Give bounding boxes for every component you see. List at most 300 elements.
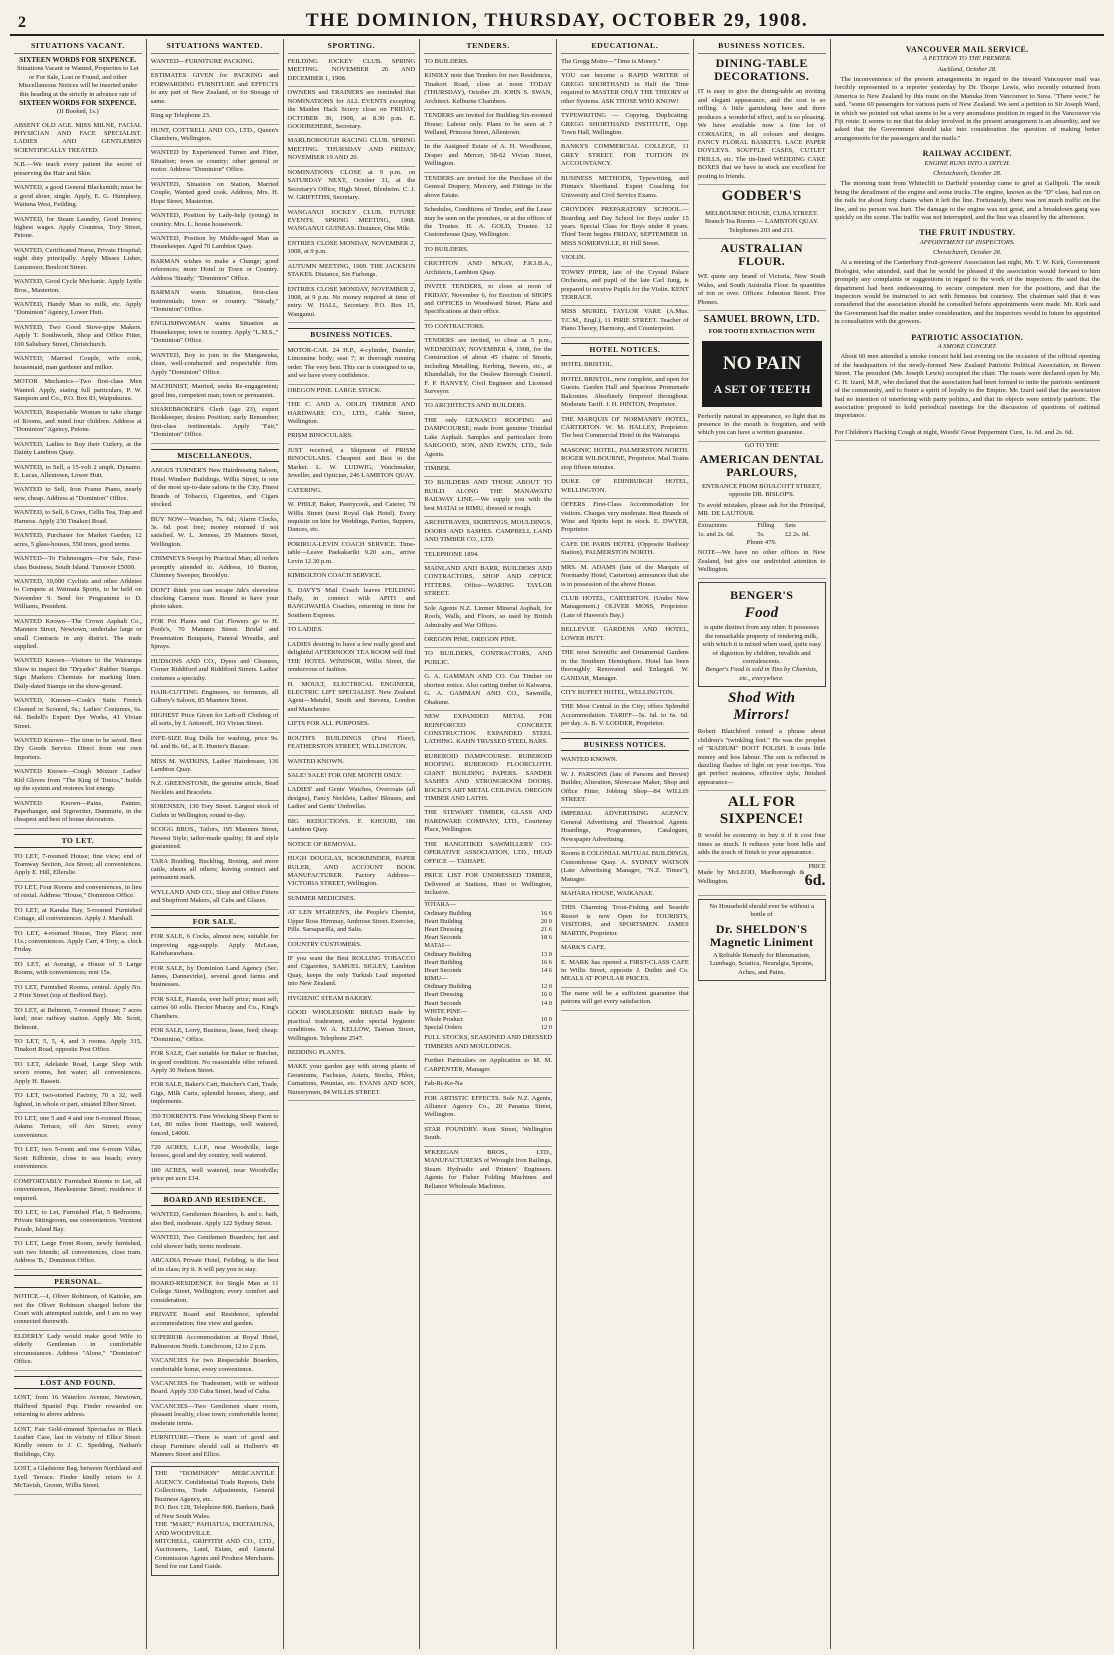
column-heading: SITUATIONS WANTED. xyxy=(151,39,279,54)
timber-grade: Ordinary Building xyxy=(424,983,472,991)
classified-ad: WANTED, to Sell, 6 Cows, Cellis Tea, Trap and Harness. Apply 230 Tinakori Road. xyxy=(14,507,142,530)
fee-value: £2 2s. 0d. xyxy=(785,530,810,538)
classified-ad: PRICE LIST FOR UNDRESSED TIMBER, Delivered at Stations, Hunt to Wellington, inclusive. xyxy=(424,870,552,901)
classified-ad: TELEPHONE 1894. xyxy=(424,549,552,563)
classified-ad: TO LET, 5, 5, 4, and 3 rooms. Apply 315, Tinakori Road, opposite Post Office. xyxy=(14,1036,142,1059)
bengers-food-word: Food xyxy=(744,604,779,621)
classified-ad: MOTOR Mechanics—Two first-class Men Wanted. Apply, stating full particulars, P. W. Sampson and Co., P.O. Box 83, Waipukurau. xyxy=(14,376,142,407)
columns xyxy=(10,39,1104,1649)
classified-ad: WANTED Known—The time to be saved. Best Dry Goods Service. Direct from our own Importers. xyxy=(14,735,142,766)
classified-ad: KINDLY note that Tenders for two Residences, Tinakori Road, close at noon TODAY (THURSDAY), October 29. JOHN S. SWAN, Architect. Kelburne Chambers. xyxy=(424,70,552,110)
classified-ad: WYLLAND AND CO., Shop and Office Fitters and Shopfront Makers, all Cabs and Glazes. xyxy=(151,887,279,910)
classified-ad: INFE-SIZE Rug Dolls for washing, price 9s. 6d. and 8s. 6d., at E. Hunter's Bazaar. xyxy=(151,733,279,756)
woods-cure-footer: For Children's Hacking Cough at night, Woods' Great Peppermint Cure, 1s. 6d. and 2s. 6d. xyxy=(835,427,1101,441)
price-row xyxy=(424,983,552,991)
shod-body: Robert Blatchford coined a phrase about children's "twinkling feet." He was the prophet of "RADIUM" BOOT POLISH. It costs little money and less labour. The sun is reflected in dazzling flashes of light on your toe-tips. You get perfect neatness, effective style, finished appearance— xyxy=(698,726,826,791)
timber-grade: RIMU— xyxy=(424,975,448,983)
classified-ad: HAIR-CUTTING Engineers, no ferments, all Gilbery's Saloon, 85 Manners Street. xyxy=(151,687,279,710)
classified-ad: TO LET, 7-roomed House; fine view; end of Tramway Section, Ara Street; all conveniences. Apply E. Hill, Ellerslie. xyxy=(14,851,142,882)
classified-ad: FOR SALE, Cart suitable for Baker or Butcher, in good condition. No reasonable offer refused. Apply 30 Nelson Street. xyxy=(151,1048,279,1079)
classified-ad: SHAREBROKER'S Clerk (age 23), expert Bookkeeper, desires Position; early Renumber; first-class testimonials. Apply "Fair," "Dominion" Office. xyxy=(151,404,279,444)
column-heading: EDUCATIONAL. xyxy=(561,39,689,54)
classified-ad: WANTED, Handy Man to milk, etc. Apply "Dominion" Agency, Lower Hutt. xyxy=(14,299,142,322)
bengers-food-ad xyxy=(698,582,826,688)
classified-ad: ELDERLY Lady would make good Wife to elderly Gentleman in comfortable circumstances. Address "Alone," "Dominion" Office. xyxy=(14,1331,142,1371)
classified-ad: WANTED, a good General Blacksmith; must be a good shoer, single. Apply, E. G. Humphrey, Waituna West, Feilding. xyxy=(14,182,142,213)
fee-value: 5s. xyxy=(757,530,765,538)
bengers-body: is quite distinct from any other. It possesses the remarkable property of rendering milk, with which it is mixed when used, quite easy of digestion by children, invalids and convalescents. xyxy=(702,624,821,665)
news-articles xyxy=(835,45,1101,421)
classified-ad: Ring up Telephone 23. xyxy=(151,110,279,124)
timber-price xyxy=(527,1008,552,1016)
classified-ad: THE Most Central in the City; offers Splendid Accommodation. TARIFF—5s. 6d. to 6s. 6d. per day. A. B. V. LODDER, Proprietor. xyxy=(561,701,689,732)
dining-heading: DINING-TABLE DECORATIONS. xyxy=(714,55,810,84)
classified-ad: ESTIMATES GIVEN for PACKING and FORWARDING FURNITURE and EFFECTS to any part of New Zealand, or for Storage of same. xyxy=(151,70,279,110)
classified-ad: TENDERS are invited for Building Six-roomed House; Labour only. Plans to be seen at 7 Welland, Princess Street, Allentown. xyxy=(424,110,552,141)
price-row xyxy=(424,991,552,999)
timber-grade: Heart Building xyxy=(424,958,463,966)
classified-ad: OFFERS First-Class Accommodation for visitors. Charges very moderate. Best Brands of Wine and Spirits kept in stock. E. DWYER, Proprietor. xyxy=(561,499,689,539)
classified-ad: OWNERS and TRAINERS are reminded that NOMINATIONS for ALL EVENTS excepting the Maiden Hack Scurry close on FRIDAY, OCTOBER 30, 1908, at 8.30 p.m. E. GOODBEHERE, Secretary. xyxy=(288,87,416,135)
classified-ad: SUPERIOR Accommodation at Royal Hotel, Palmerston North. Lunchroom, 12 to 2 p.m. xyxy=(151,1332,279,1355)
teeth-body: Perfectly natural in appearance, so light that its presence in the mouth is forgotten, and with which you can have a written guarantee. xyxy=(698,411,826,442)
classified-ad: ENGLISHWOMAN wants Situation as Housekeeper, town or country. Apply "L.M.S.," "Dominion" Office. xyxy=(151,318,279,349)
classified-ad: TO LET, Large Front Room, newly furnished, suit two friends; all conveniences, close tram. Address 'B.,' Dominion Office. xyxy=(14,1238,142,1269)
article-headline: VANCOUVER MAIL SERVICE. xyxy=(905,45,1029,54)
classified-ad: THE "DOMINION" MERCANTILE AGENCY. Confidential Trade Reports, Debt Collections, Trade Adjustments, General Business Agency, etc. xyxy=(154,1470,275,1503)
dental-footnote: NOTE—We have no other offices in New Zealand, but give our undivided attention to Wellington. xyxy=(698,547,826,578)
classified-ad: OREGON PINE. LARGE STOCK. xyxy=(288,385,416,399)
classified-ad: S. DAVY'S Mail Coach leaves FEILDING Daily, in connect with APITI and RANGIWAHIA Coaches, returning in time for Southern Express. xyxy=(288,585,416,625)
classified-ad: FOR Pot Plants and Cut Flowers go to H. Poole's, 70 Manners Street. Bridal and Presentation Bouquets, Funeral Wreaths, and Sprays. xyxy=(151,616,279,656)
timber-price: 21 6 xyxy=(540,925,552,933)
classified-ad: SUMMER MEDICINES. xyxy=(288,893,416,907)
timber-grade: MATAI— xyxy=(424,942,451,950)
classified-ad: BUY NOW—Watches, 7s. 6d.; Alarm Clocks, 3s. 6d. post free; money returned if not satisfied. W. L. Jenness, 29 Manners Street, Wellington. xyxy=(151,514,279,554)
goto-line: GO TO THE xyxy=(744,441,779,449)
article-dateline: Auckland, October 28. xyxy=(937,65,997,73)
classified-ad: THE RANGITIKEI SAWMILLERS' CO-OPERATIVE ASSOCIATION, LTD., HEAD OFFICE — TAIHAPE. xyxy=(424,839,552,870)
classified-ad: THE only GENASCO ROOFING and DAMPCOURSE; made from genuine Trinidad Lake Asphalt. Samples and particulars from SARGOOD, SON, AND EWEN, LTD., Sole Agents. xyxy=(424,415,552,463)
classified-ad: WANTED, Gentlemen Boarders, h. and c. bath, also Bed, moderate. Apply 122 Sydney Street. xyxy=(151,1209,279,1232)
section-heading: BUSINESS NOTICES. xyxy=(561,738,689,752)
classified-ad: DUKE OF EDINBURGH HOTEL, WELLINGTON. xyxy=(561,476,689,499)
timber-price: 14 6 xyxy=(540,966,552,974)
classified-list xyxy=(151,931,279,1188)
price-row xyxy=(424,967,552,975)
classified-ad: WANTED, Respectable Woman to take charge of Rooms, and mind four children. Address at "Dominion" Agency, Petone. xyxy=(14,407,142,438)
classified-ad: AUTUMN MEETING, 1909. THE JACKSON STAKES. Distance, Six Furlongs. xyxy=(288,261,416,284)
classified-ad: 180 ACRES, well watered, near Woodville; price per acre £14. xyxy=(151,1165,279,1188)
column-heading: SPORTING. xyxy=(288,39,416,54)
classified-ad: WANGANUI JOCKEY CLUB. FUTURE EVENTS. SPRING MEETING, 1908. WANGANUI GUINEAS. Distance, One Mile. xyxy=(288,207,416,238)
article-headline: THE FRUIT INDUSTRY. xyxy=(919,228,1016,238)
classified-ad: FOR SALE, Baker's Cart, Butcher's Cart, Trade, Gigs, Milk Carts, splendid houses, sheep, and implements. xyxy=(151,1079,279,1110)
classified-ad: WANTED, Two Gentlemen Boarders; hot and cold shower bath; terms moderate. xyxy=(151,1232,279,1255)
classified-ad: TO LADIES. xyxy=(288,624,416,638)
classified-list xyxy=(288,345,416,1101)
timber-price: 13 0 xyxy=(540,950,552,958)
classified-ad: WANTED to Sell, Iron Frame Piano, nearly new, cheap. Address at "Dominion" Office. xyxy=(14,484,142,507)
section-heading: MISCELLANEOUS. xyxy=(151,449,279,463)
flour-ad-text: WE quote any brand of Victoria, New South Wales, and South Australia Flour. In quantities of ton or over. Offices: Johnston Street. Five Phones. xyxy=(698,271,826,311)
news-article xyxy=(835,333,1101,421)
classified-ad: MAINLAND AND BARR, BUILDERS AND CONTRACTORS, SHOP AND OFFICE FITTERS. Office—WARING TAYLOR STREET. xyxy=(424,563,552,603)
classified-ad: TO LET, at Aorangi, a House of 5 Large Rooms, with conveniences; rent 15s. xyxy=(14,959,142,982)
sixpence-body: It would be economy to buy it if it cost four times as much. It reduces your boot bills and adds the touch of finish to your appearance. xyxy=(698,830,826,861)
classified-ad: NEW EXPANDED METAL FOR REINFORCED CONCRETE CONSTRUCTION. EXPANDED STEEL LATHING. KAHN TRUSSED STEEL BARS. xyxy=(424,711,552,751)
classified-ad: WANTED, Position by Middle-aged Man as Housekeeper. Aged 70 Lambton Quay. xyxy=(151,233,279,256)
classified-ad: BELLEVUE GARDENS AND HOTEL, LOWER HUTT. xyxy=(561,624,689,647)
american-dental-address: ENTRANCE FROM BOULCOTT STREET, opposite DR. BISLOP'S. xyxy=(702,482,822,499)
timber-price xyxy=(527,975,552,983)
classified-ad: N.B.—We teach every patient the secret of preserving the Hair and Skin. xyxy=(14,159,142,182)
classified-ad: LOST, from 16 Waterloo Avenue, Newtown, Halfbred Spaniel Pup. Finder rewarded on returning to above address. xyxy=(14,1392,142,1423)
classified-ad: 350 TORRENTS. Fine Wrecking Sheep Farm to Let, 80 miles from Hastings, well watered, fenced, £4000. xyxy=(151,1111,279,1142)
article-headline: PATRIOTIC ASSOCIATION. xyxy=(911,332,1024,342)
classified-ad: LADIES' and Gents' Watches, Overcoats (all designs), Fancy Necklets, Ladies' Blouses, and Ladies' and Gents' Umbrellas. xyxy=(288,784,416,815)
classified-ad: HUDSONS AND CO., Dyers and Cleaners, Corner Riddiford and Riddiford Streets. Ladies' costumes a specialty. xyxy=(151,656,279,687)
fee-label: Extractions xyxy=(697,522,727,530)
classified-ad: ARCHITRAVES, SKIRTINGS, MOULDINGS, DOORS AND SASHES. CAMPBELL LAND AND TIMBER CO., LTD. xyxy=(424,517,552,548)
classified-ad: Rooms 8 COLONIAL MUTUAL BUILDINGS, Customhouse Quay. A. SYDNEY WATSON (Late Advertising Manager, "N.Z. Times"), Manager. xyxy=(561,848,689,888)
classified-ad: FOR ARTISTIC EFFECTS. Sole N.Z. Agents, Alliance Agency Co., 20 Panama Street, Wellington. xyxy=(424,1093,552,1124)
classified-ad: WANTED by Experienced Turner and Fitter, Situation; town or country; other general or motor. Address "Dominion" Office. xyxy=(151,147,279,178)
classified-ad: WANTED, Ladies to Buy their Cutlery, at the Dainty Lambton Quay. xyxy=(14,439,142,462)
classified-ad: PORIRUA-LEVIN COACH SERVICE. Time-table—Leave Paekakariki 9.20 a.m., arrive Levin 12.30 p.m. xyxy=(288,539,416,570)
section-heading: BUSINESS NOTICES. xyxy=(288,328,416,342)
classified-ad: FOR SALE, Lorry, Business, lease, feed; cheap. "Dominion," Office. xyxy=(151,1025,279,1048)
classified-ad: WANTED Known—Visitors to the Wairarapa Show to inspect the "Dryades" Rubber Stamps. Sign Markers Chemists for marking linen. Daily-dated Stamps on the show-ground. xyxy=(14,655,142,695)
classified-ad: FOR SALE, Pianola, ever half price; must sell; carries 60 rolls. Hector Murray and Co., King's Chambers. xyxy=(151,994,279,1025)
classified-ad: ENTRIES CLOSE MONDAY, NOVEMBER 2, 1908, at 9 p.m. No money required at time of entry. W. HALL, Secretary. P.O. Box 15, Wanganui. xyxy=(288,284,416,324)
masthead xyxy=(10,8,1104,36)
classified-ad: TO LET, Adelaide Road, Large Shop with seven rooms, hot water; all conveniences. Apply H. Bassett. xyxy=(14,1059,142,1090)
classified-ad: SALE! SALE! FOR ONE MONTH ONLY. xyxy=(288,770,416,784)
classified-ad: INVITE TENDERS, to close at noon of FRIDAY, November 6, for Erection of SHOPS and OFFICES in Woodward Street. Plans and Specifications at their office. xyxy=(424,281,552,321)
classified-list xyxy=(14,120,142,829)
classified-ad: MARLBOROUGH RACING CLUB. SPRING MEETING. THURSDAY AND FRIDAY, NOVEMBER 19 AND 20. xyxy=(288,135,416,166)
classified-ad: HUGH DOUGLAS, BOOKBINDER, PAPER RULER, AND ACCOUNT BOOK MANUFACTURER. Factory Address—VICTORIA STREET, Wellington. xyxy=(288,853,416,893)
rate-notice xyxy=(14,56,142,117)
classified-ad: WANTED—To Fishmongers—For Sale, First-class Business, South Island. Turnover £5000. xyxy=(14,553,142,576)
timber-price xyxy=(527,901,552,909)
classified-ad: WANTED, Certificated Nurse, Private Hospital; night duty principally. Apply Misses Lisher, Lamsmoor, Boulcott Street. xyxy=(14,245,142,276)
article-body: About 60 men attended a smoke concert held last evening on the occasion of the official opening of the headquarters of the newly-formed New Zealand Patriotic Political Association, in Bowen Street. The president (Mr. Joseph Lewis) occupied the chair. The toasts were declared open by Mr. C. H. Izard, M.P., who declared that the association had been formed to unite the patriotic sentiment of the community, and to foster a spirit of loyalty to the Empire. Mr. Izard said that the association had no intention of interfering with party politics, and that its objects were entirely patriotic. The association proposed to hold periodical meetings for the discussion of questions of national importance. xyxy=(834,353,1100,420)
classified-ad: CAFE DE PARIS HOTEL (Opposite Railway Station), PALMERSTON NORTH. xyxy=(561,539,689,562)
dining-ad-text: IT is easy to give the dining-table an inviting and elegant appearance, and the cost is so trifling. A little garnishing here and there produces a wonderful effect, and is so pleasing. We have available now a fine lot of CORSAGES, in all colours and designs. FANCY FLORAL BASKETS. LACE PAPER DOYLEYS. SOUFFLE CASES, CUTLET FRILLS, etc. The tin-lined WEDDING CAKE BOXES that we have in stock are excellent for posting to friends. xyxy=(698,86,826,185)
mcleod-line xyxy=(698,862,826,896)
classified-ad: WANTED KNOWN. xyxy=(561,754,689,768)
classified-ad: LOST, Fair Gold-rimmed Spectacles in Black Leather Case, last in vicinity of Ellice Street. Kindly return to J. C. Spedding, Nathan's Buildings, City. xyxy=(14,1424,142,1464)
price-row xyxy=(424,1024,552,1032)
price-row xyxy=(424,942,552,950)
classified-list xyxy=(151,465,279,909)
classified-ad: WANTED Known—Pains, Painter, Paperhanger, and Signwriter, Dunmurie, in the cheapest and best of house decorators. xyxy=(14,798,142,829)
news-article xyxy=(835,45,1101,143)
timber-price: 14 0 xyxy=(540,999,552,1007)
samuel-brown-heading: SAMUEL BROWN, LTD. xyxy=(703,314,820,326)
classified-ad: TYPEWRITING — Copying, Duplicating. GREGG SHORTHAND INSTITUTE, Opp. Town Hall, Wellington. xyxy=(561,110,689,141)
classified-ad: BARMAN wants Situation, first-class testimonials; town or country. "Steady," "Dominion" Office. xyxy=(151,287,279,318)
classified-ad: MASONIC HOTEL, PALMERSTON NORTH. ROGER WILBOURNE, Proprietor. Mail Trains stop fifteen minutes. xyxy=(561,445,689,476)
timber-price: 16 6 xyxy=(540,958,552,966)
column-news xyxy=(831,39,1105,1649)
rate-text: Situations Vacant or Wanted, Properties to Let or For Sale, Lost or Found, and other Miscellaneous Notices will be inserted under this heading at the strictly in advance rate of xyxy=(17,65,139,98)
section-heading: BOARD AND RESIDENCE. xyxy=(151,1193,279,1207)
classified-list xyxy=(561,56,689,338)
price-row xyxy=(424,959,552,967)
classified-ad: WANTED, for Steam Laundry, Good Ironers; highest wages. Apply Countess, Tory Street, Petone. xyxy=(14,214,142,245)
column-business-notices xyxy=(694,39,831,1649)
classified-ad: THE STEWART TIMBER, GLASS AND HARDWARE COMPANY, LTD., Courtenay Place, Wellington. xyxy=(424,807,552,838)
classified-ad: H. MOULT, ELECTRICAL ENGINEER, ELECTRIC LIFT SPECIALIST. New Zealand Agent—Mendel, Smith and Stevens, London and Manchester. xyxy=(288,679,416,719)
sheldon-liniment-ad xyxy=(698,899,826,982)
article-headline: RAILWAY ACCIDENT. xyxy=(922,149,1012,159)
timber-grade: Heart Seconds xyxy=(424,966,462,974)
classified-list xyxy=(561,359,689,732)
sheldon-sub: A Reliable Remedy for Rheumatism, Lumbago, Sciatica, Neuralgia, Sprains, Aches, and Pains. xyxy=(709,952,814,976)
section-heading: LOST AND FOUND. xyxy=(14,1376,142,1390)
section-heading: FOR SALE. xyxy=(151,915,279,929)
classified-ad: MRS. M. ADAMS (late of the Marquis of Normanby Hotel, Carterton) announces that she is in possession of the above House. xyxy=(561,562,689,593)
classified-ad: TENDERS are invited for the Purchase of the General Drapery, Mercery, and Fittings in the above Estate. xyxy=(424,173,552,204)
rate-line: SIXTEEN WORDS FOR SIXPENCE. xyxy=(19,98,137,107)
classified-ad: MARK'S CAFE. xyxy=(561,942,689,956)
section-heading: HOTEL NOTICES. xyxy=(561,343,689,357)
rate-text: (If Booked, 1s.) xyxy=(56,108,99,116)
classified-ad: VACANCIES for Tradesmen, with or without Board. Apply 330 Cuba Street, head of Cuba. xyxy=(151,1378,279,1401)
fee-label: Sets xyxy=(785,522,796,530)
timber-price: 18 6 xyxy=(540,934,552,942)
timber-grade: Heart Seconds xyxy=(424,934,462,942)
price-row xyxy=(424,951,552,959)
article-subhead: A PETITION TO THE PREMIER. xyxy=(923,55,1012,63)
fee-label: Filling xyxy=(757,522,775,530)
classified-ad: HIGHEST Price Given for Left-off Clothing of all sorts, by I. Antonoff, 163 Vivian Street. xyxy=(151,710,279,733)
classified-ad: VACANCIES—Two Gentlemen share room, pleasant locality, close town; comfortable home; moderate terms. xyxy=(151,1401,279,1432)
classified-ad: CATERING. xyxy=(288,485,416,499)
classified-ad: TO LET, 4-roomed House, Tory Place; rent 11s.; conveniences. Apply Carr, 4 Tory, a. clock Friday. xyxy=(14,928,142,959)
classified-ad: E. MARK has opened a FIRST-CLASS CAFE in Willis Street, opposite J. Duthie and Co. MEALS AT POPULAR PRICES. xyxy=(561,957,689,988)
timber-price: 10 0 xyxy=(540,1016,552,1024)
flour-heading: AUSTRALIAN FLOUR. xyxy=(720,240,803,269)
classified-ad: W. PHILP, Baker, Pastrycook, and Caterer, 79 Willis Street (next Royal Oak Hotel). Every requisite on hire for Weddings, Parties, Suppers, Dances, etc. xyxy=(288,499,416,539)
classified-ad: TO LET, two 5-room and one 6-room Villas, Scott Kilbirnie, close to sea beach; every convenience. xyxy=(14,1144,142,1175)
classified-ad: NOTICE OF REMOVAL. xyxy=(288,839,416,853)
classified-ad: YOU can become a RAPID WRITER of GREGG SHORTHAND in Half the Time required to MASTER ONLY THE THEORY of other Systems. ASK THOSE WHO KNOW! xyxy=(561,70,689,110)
article-subhead: ENGINE RUNS INTO A DITCH. xyxy=(924,159,1011,167)
price-row xyxy=(424,926,552,934)
timber-grade: Heart Dressing xyxy=(424,925,463,933)
classified-ad: WANTED, Good Cycle Mechanic. Apply Lyttle Bros., Masterton. xyxy=(14,276,142,299)
classified-list xyxy=(14,851,142,1270)
classified-ad: The name will be a sufficient guarantee that patrons will get every satisfaction. xyxy=(561,988,689,1011)
classified-ad: TO LET, at Belmont, 7-roomed House; 7 acres land; near railway station. Apply Mr. Scott, Belmont. xyxy=(14,1005,142,1036)
classified-ad: FURNITURE—There is want of good and cheap Furniture should call at Hulbert's 49 Manners Street and Ellice. xyxy=(151,1432,279,1463)
classified-ad: WANTED Known—The Crown Asphalt Co., Manners Street, Newtown, undertake large or small Contracts in any district. The trade supplied. xyxy=(14,616,142,656)
bengers-name: BENGER'S xyxy=(730,587,794,602)
article-subhead: A SMOKE CONCERT. xyxy=(937,343,997,350)
classified-ad: ROUTH'S BUILDINGS (First Floor), FEATHERSTON STREET, WELLINGTON. xyxy=(288,733,416,756)
classified-ad: WANTED, Situation on Station, Married Couple, Wanted good cook. Address, Mrs. H. Hope Street, Masterton. xyxy=(151,179,279,210)
section-heading: PERSONAL. xyxy=(14,1275,142,1289)
american-dental-note: To avoid mistakes, please ask for the Principal, MR. DE LAUTOUR. xyxy=(698,500,826,523)
classified-ad: BEDDING PLANTS. xyxy=(288,1047,416,1061)
classified-list xyxy=(288,56,416,323)
classified-list xyxy=(561,754,689,1011)
masthead-title: THE DOMINION, THURSDAY, OCTOBER 29, 1908. xyxy=(305,10,809,31)
classified-ad: ABSENT OLD AGE. MISS MILNE, FACIAL PHYSICIAN AND FACE SPECIALIST. LADIES AND GENTLEMEN SCIENTIFICALLY TREATED. xyxy=(14,120,142,160)
timber-price: 16 0 xyxy=(540,991,552,999)
american-dental-heading: AMERICAN DENTAL PARLOURS, xyxy=(699,452,824,480)
classified-ad: IMPERIAL ADVERTISING AGENCY. General Advertising and Theatrical Agents. Hoardings, Programmes, Catalogues, Newspaper Advertising. xyxy=(561,808,689,848)
banner-line-1: NO PAIN xyxy=(722,352,801,374)
timber-price: 12 0 xyxy=(540,983,552,991)
classified-ad: TO BUILDERS. xyxy=(424,244,552,258)
classified-ad: RUBEROID DAMPCOURSE. RUBEROID ROOFING. RUBEROID FLOORCLOTH. GIANT BUILDING PAPERS. SANDER SASHES AND STRONGROOM DOORS. ROCKE'S ART METAL CEILINGS. OREGON TIMBER AND LATHS. xyxy=(424,751,552,808)
classified-ad: GOOD WHOLESOME BREAD made by practical tradesmen, under special hygienic conditions. W. A. KELLOW, Tasman Street, Wellington. Telephone 2547. xyxy=(288,1007,416,1047)
dental-fees-table xyxy=(698,522,826,538)
price-row xyxy=(424,934,552,942)
classified-ad: TENDERS are invited, to close at 5 p.m., WEDNESDAY, NOVEMBER 4, 1908, for the Construction of about 45 chains of Streets, including Metalling, Kerbing, Sewers, etc., at Khandallah, for the Onslow Borough Council. F. P. HANVEY, Civil Engineer and Licensed Surveyor. xyxy=(424,335,552,400)
rate-line: SIXTEEN WORDS FOR SIXPENCE. xyxy=(19,55,137,64)
classified-ad: WANTED, to Sell, a 15-volt 2 amph. Dynamo. E. Lucas, Allentown, Lower Hutt. xyxy=(14,462,142,485)
article-subhead: APPOINTMENT OF INSPECTORS. xyxy=(919,238,1015,246)
classified-ad: CLUB HOTEL, CARTERTON. (Under New Management.) OLIVER MOSS, Proprietor. (Late of Hawera's Bay.) xyxy=(561,593,689,624)
timber-price xyxy=(527,942,552,950)
price-row xyxy=(424,975,552,983)
classified-ad: BOARD-RESIDENCE for Single Man at 11 College Street, Wellington; every comfort and consideration. xyxy=(151,1278,279,1309)
classified-ad: The Gregg Motto—"Time is Money." xyxy=(561,56,689,70)
classified-ad: WANTED Known—Cough Mixture Ladies' Kid Gloves from "The King of Tonics," builds up the system and restores lost energy. xyxy=(14,766,142,797)
classified-ad: FEILDING JOCKEY CLUB. SPRING MEETING. NOVEMBER 26 AND DECEMBER 1, 1908. xyxy=(288,56,416,87)
classified-ad: STAR FOUNDRY. Kent Street, Wellington South. xyxy=(424,1124,552,1147)
classified-ad: AT LEN M'GREEN'S, the People's Chemist, Upper Ross Hirmnay, Ambrose Street. Exercise, Pills. Sarsaparilla, and Salts. xyxy=(288,907,416,938)
classified-ad: MITCHELL, GRIFFITH AND CO., LTD., Auctioneers, Land, Estate, and General Commission Agents and Produce Merchants. Send for our Land Guide. xyxy=(154,1537,275,1571)
tooth-intro: FOR TOOTH EXTRACTION WITH xyxy=(708,328,815,336)
classified-ad: BANKS'S COMMERCIAL COLLEGE, 11 GREY STREET. FOR TUITION IN ACCOUNTANCY. xyxy=(561,141,689,172)
column-situations-wanted xyxy=(147,39,284,1649)
sheldon-head: No Household should ever be without a bottle of xyxy=(709,902,814,919)
classified-ad: WANTED, Boy to join in the Mangaweka, clean, well-conducted and respectable firm. Apply "Dominion" Office. xyxy=(151,350,279,381)
classified-ad: G. A. GAMMAN AND CO. Cut Timber on shortest notice. Also carting timber to Kaiwarra. G. A. GAMMAN AND CO., Sawmills, Ohakune. xyxy=(424,671,552,711)
classified-ad: PRIVATE Board and Residence; splendid accommodation; fine view and garden. xyxy=(151,1309,279,1332)
classified-ad: WANTED, Known—Cook's Suits French Cleaned or Scoured, 9s.; Ladies' Costumes, 6s. 6d. Bedell's Expert Dye Works, 41 Vivian Street. xyxy=(14,695,142,735)
classified-ad: MISS MURIEL TAYLOR VARE (A.Mus. T.C.M., Engl.), 11 PIRIE STREET. Teacher of Piano Theory, Harmony, and Counterpoint. xyxy=(561,306,689,337)
classified-ad: TO LET, Furnished Rooms, central. Apply No. 2 Pirie Street (top of Bedford Bay). xyxy=(14,982,142,1005)
classified-ad: MACHINIST, Married, seeks Re-engagement; good line, competent man; town or permanent. xyxy=(151,381,279,404)
classified-ad: FOR SALE, by Dominion Land Agency (Sec. James, Dannevirke), several good farms and businesses. xyxy=(151,963,279,994)
article-body: The morning train from Whiteclift to Darfield yesterday came to grief at Gallipoli. The result being the derailment of the engine and some trucks. The engine, known as the "D" class, had run on the rails for about forty chains when it left the line. Fortunately, there was not much traffic on the line, and no person was hurt. The damage to the engine was not great, and a breakdown gang was quickly on the scene. The traffic was not interrupted, and the line was cleared by the afternoon. xyxy=(834,180,1100,221)
article-dateline: Christchurch, October 28. xyxy=(933,248,1002,256)
classified-ad: MAHARA HOUSE, WAIKANAE. xyxy=(561,888,689,902)
classified-ad: TARA Braiding, Buckling, Boxing, and more cattle, sheets all others; leaving contract and permanent mark. xyxy=(151,856,279,887)
classified-ad: SORENSEN, 130 Tory Street. Largest stock of Cutlets in Wellington, round to-day. xyxy=(151,801,279,824)
classified-ad: MOTOR-CAR. 24 H.P., 4-cylinder, Daimler, Limousine body; seat 7; in thorough running order. The very best. This car is consigned to us, and we have every confidence. xyxy=(288,345,416,385)
price-label: PRICE xyxy=(808,863,826,870)
fee-value: 1s. and 2s. 6d. xyxy=(697,530,735,538)
classified-ad: TO CONTRACTORS. xyxy=(424,321,552,335)
banner-line-2: A SET OF TEETH xyxy=(713,381,811,396)
classified-ad: NOMINATIONS CLOSE at 9 p.m. on SATURDAY NEXT, October 31, at the Secretary's Office, High Street, Blenheim. C. J. W. GRIFFITHS, Secretary. xyxy=(288,167,416,207)
godber-heading: GODBER'S xyxy=(721,188,802,205)
sheldon-name: Dr. SHELDON'S Magnetic Liniment xyxy=(709,921,814,949)
timber-grade: Ordinary Building xyxy=(424,950,472,958)
column-heading: BUSINESS NOTICES. xyxy=(698,39,826,54)
timber-price-table xyxy=(424,901,552,1032)
classified-list xyxy=(151,56,279,444)
classified-ad: TO LET, one 5 and 4 and one 6-roomed House, Adams Terrace, off Aro Street; every convenience. xyxy=(14,1113,142,1144)
classified-ad: TO LET, to Let, Furnished Flat, 5 Bedrooms, Private Sittingroom, use conveniences. Vermont Parade, Island Bay. xyxy=(14,1207,142,1238)
classified-ad: FOR SALE, 6 Cocks, almost new, suitable for improving egg-supply. Apply McLean, Kaiwharawhara. xyxy=(151,931,279,962)
classified-ad: ARCADIA Private Hotel, Feilding, is the best of its class; try it. It will pay you to stay. xyxy=(151,1255,279,1278)
classified-ad: VIOLIN. xyxy=(561,252,689,266)
agency-box xyxy=(151,1466,279,1575)
shod-heading: Shod With Mirrors! xyxy=(727,690,796,723)
timber-grade: WHITE PINE— xyxy=(424,1007,468,1015)
classified-ad: CHIMNEYS Swept by Practical Man; all orders promptly attended to. Address, 10 Burton, Chimney Sweeper, Brooklyn. xyxy=(151,553,279,584)
classified-ad: NOTICE.—I, Oliver Robinson, of Kaitoke, am not the Oliver Robinson charged before the Court with attempted suicide, and I am no way connected therewith. xyxy=(14,1291,142,1331)
classified-ad: LADIES desiring to have a few really good and delightful AFTERNOON TEA ROOM will find THE HOTEL WINDSOR, Willis Street, the rendezvous of fashion. xyxy=(288,639,416,679)
classified-ad: ENTRIES CLOSE MONDAY, NOVEMBER 2, 1908, at 9 p.m. xyxy=(288,238,416,261)
classified-ad: THE MARQUIS OF NORMANBY HOTEL, CARTERTON. W. M. HALLEY, Proprietor. The best Commercial Hotel in the Wairarapa. xyxy=(561,414,689,445)
classified-list xyxy=(14,1392,142,1494)
classified-ad: N.Z. GREENSTONE, the genuine article, Bead Necklets and Bracelets. xyxy=(151,778,279,801)
all-for-sixpence: ALL FOR SIXPENCE! xyxy=(719,794,804,827)
price-value: 6d. xyxy=(804,872,826,890)
classified-ad: MAKE your garden gay with strong plants of Geraniums, Fuchsias, Asters, Stocks, Phlox, Carnations, Petunias, etc. EVANS AND SON, Nurserymen, 84 WILLIS STREET. xyxy=(288,1061,416,1101)
classified-ad: HUNT, COTTRELL AND CO., LTD., Queen's Chambers, Wellington. xyxy=(151,125,279,148)
dental-phone: Phone 479. xyxy=(746,538,777,546)
classified-ad: COUNTRY CUSTOMERS. xyxy=(288,939,416,953)
classified-ad: M'KEEGAN BROS., LTD., MANUFACTURERS of Wrought Iron Railings, Steam Hydraulic and Printers' Engineers. Agents for Fisher Folding Machines and Reliance Wholesale Machines. xyxy=(424,1147,552,1195)
price-row xyxy=(424,901,552,909)
classified-ad: TO LET, Four Rooms and conveniences, in lieu of rental. Address "House," Dominion Office. xyxy=(14,882,142,905)
maker-text: Made by McLEOD, Marlborough & Wellington. xyxy=(697,869,805,885)
classified-list xyxy=(424,1032,552,1195)
classified-ad: VACANCIES for two Respectable Boarders, comfortable home, every convenience. xyxy=(151,1355,279,1378)
news-article xyxy=(835,228,1101,326)
news-article xyxy=(835,149,1101,222)
classified-ad: P.O. Box 128, Telephone 806. Bankers, Bank of New South Wales. xyxy=(154,1504,275,1520)
classified-ad: CRICHTON AND M'KAY, F.R.I.B.A., Architects, Lambton Quay. xyxy=(424,258,552,281)
classified-ad: Fab-Ri-Ko-Na xyxy=(424,1078,552,1092)
classified-ad: W. J. PARSONS (late of Parsons and Brown) Builder, Alteration, Showcase Maker, Shop and Office Fitter, Jobbing Shop—84 WILLIS STREET. xyxy=(561,769,689,809)
classified-ad: IF you want the Best ROLLING TOBACCO and Cigarettes, SAMUEL SIGLEY, Lambton Quay, keeps the only Turkish Leaf imported into New Zealand. xyxy=(288,953,416,993)
classified-list xyxy=(14,1291,142,1371)
classified-ad: CITY BUFFET HOTEL, WELLINGTON. xyxy=(561,687,689,701)
price-block xyxy=(805,864,826,892)
classified-ad: BIG REDUCTIONS. F. KHOURI, 186 Lambton Quay. xyxy=(288,816,416,839)
classified-list xyxy=(424,56,552,901)
classified-ad: WANTED, Position by Lady-help (young) in country. Mrs. L. house housework. xyxy=(151,210,279,233)
classified-ad: THE "MART," PAHIATUA, EKETAHUNA, AND WOODVILLE. xyxy=(154,1521,275,1537)
column-tenders xyxy=(420,39,557,1649)
classified-ad: BARMAN wishes to make a Change; good references; more Hotel in Town or Country. Address 'Steady,' "Dominion" Office. xyxy=(151,256,279,287)
classified-ad: LIFTS FOR ALL PURPOSES. xyxy=(288,718,416,732)
classified-ad: COMFORTABLY Furnished Rooms to Let, all conveniences, Hawkestone Street; residence if required. xyxy=(14,1176,142,1207)
timber-price: 12 0 xyxy=(540,1024,552,1032)
classified-ad: THE C. AND A. ODLIN TIMBER AND HARDWARE CO., LTD., Cable Street, Wellington. xyxy=(288,399,416,430)
page-number: 2 xyxy=(18,14,26,31)
classified-ad: MISS M. WATKINS, Ladies' Hairdresser, 136 Lambton Quay. xyxy=(151,756,279,779)
classified-ad: OREGON PINE. OREGON PINE. xyxy=(424,634,552,648)
classified-ad: TO BUILDERS, CONTRACTORS, AND PUBLIC. xyxy=(424,648,552,671)
classified-ad: CROYDON PREPARATORY SCHOOL.—Boarding and Day School for Boys under 15 years. Special Class for Boys under 8 years. Third Term begins FRIDAY, SEPTEMBER 18. MISS SOMERVILLE, 81 Hill Street. xyxy=(561,204,689,252)
classified-ad: ANGUS TURNER'S New Hairdressing Saloon, Hotel Windsor Buildings, Willis Street, is one of the most up-to-date salons in the City. Finest Brands of Tobacco, Cigarettes, and Cigars stocked. xyxy=(151,465,279,513)
timber-grade: Heart Building xyxy=(424,917,463,925)
